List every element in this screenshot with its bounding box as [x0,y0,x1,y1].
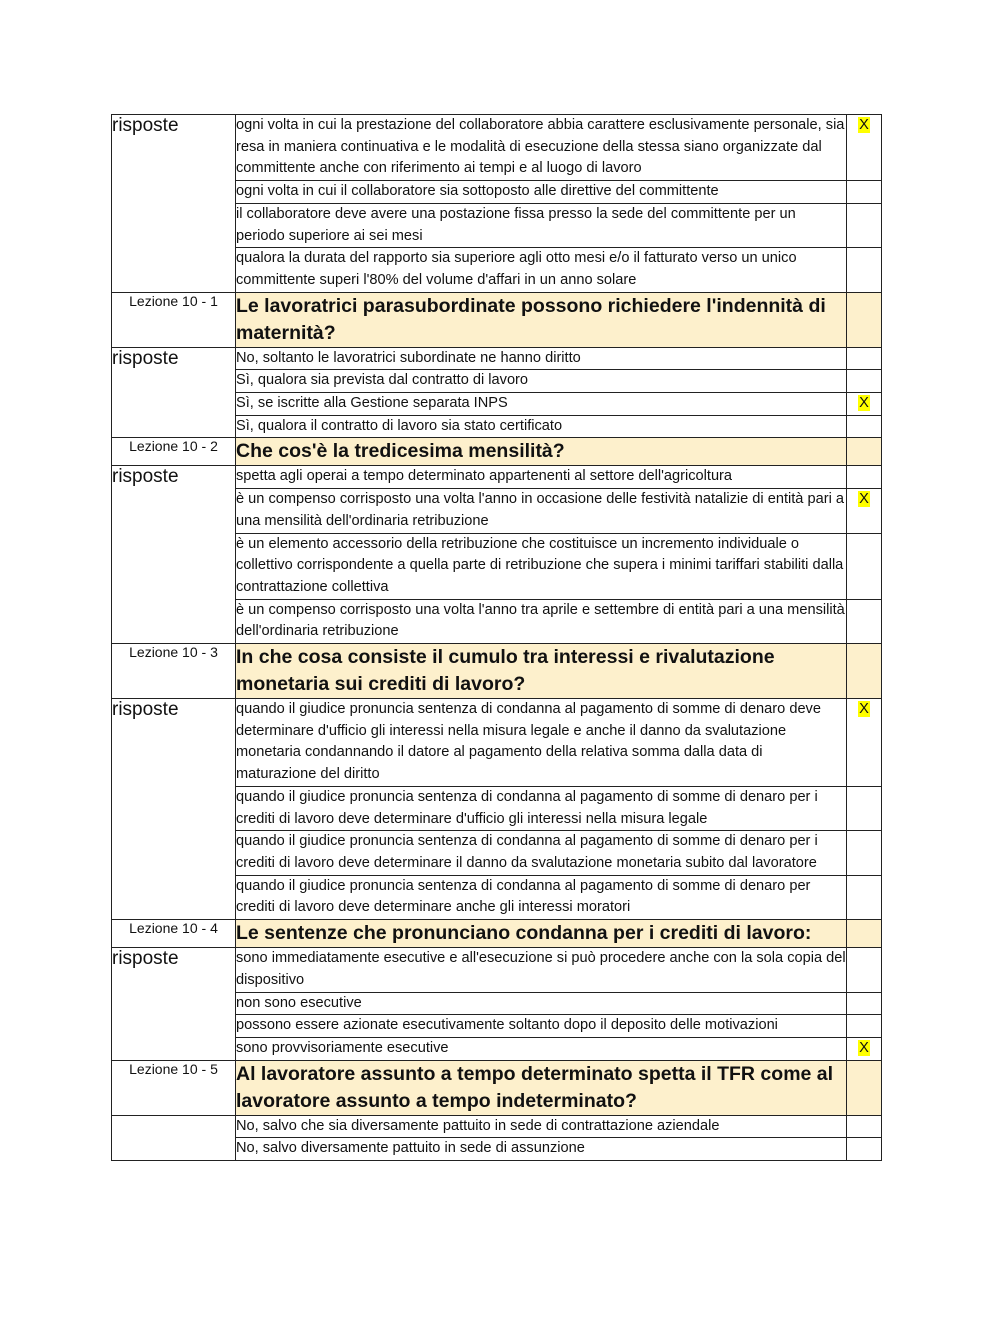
question-mark-cell [847,644,882,699]
question-text: Al lavoratore assunto a tempo determinato spetta il TFR come al lavoratore assunto a tempo indeterminato? [236,1060,847,1115]
correct-mark: X [859,491,869,508]
answer-option: non sono esecutive [236,992,847,1015]
answer-option: No, soltanto le lavoratrici subordinate ne hanno diritto [236,347,847,370]
answer-option: il collaboratore deve avere una postazione fissa presso la sede del committente per un periodo superiore ai sei mesi [236,203,847,247]
question-mark-cell [847,920,882,948]
answer-mark-cell [847,1138,882,1161]
lesson-number: Lezione 10 - 5 [112,1060,236,1115]
answer-mark-cell [847,992,882,1015]
answer-option: Sì, qualora sia prevista dal contratto di lavoro [236,370,847,393]
lesson-number: Lezione 10 - 4 [112,920,236,948]
answer-row [112,115,882,181]
answer-mark-cell [847,533,882,599]
correct-mark: X [859,117,869,133]
question-row [112,292,882,347]
answer-option: quando il giudice pronuncia sentenza di condanna al pagamento di somme di denaro per i crediti di lavoro deve determinare il danno da svalutazione monetaria subito dal lavoratore [236,831,847,875]
answer-row [112,699,882,787]
answer-row [112,466,882,489]
answer-mark-cell [847,203,882,247]
correct-mark: X [859,395,869,412]
correct-mark: X [859,701,869,718]
answers-label: risposte [112,948,236,1061]
quiz-table [111,114,882,1161]
answer-mark-cell [847,115,882,181]
question-text: Le sentenze che pronunciano condanna per i crediti di lavoro: [236,920,847,948]
lesson-number: Lezione 10 - 3 [112,644,236,699]
answer-option: spetta agli operai a tempo determinato appartenenti al settore dell'agricoltura [236,466,847,489]
answer-row [112,1115,882,1138]
question-row [112,438,882,466]
question-text: Che cos'è la tredicesima mensilità? [236,438,847,466]
answer-option: Sì, se iscritte alla Gestione separata INPS [236,393,847,416]
answer-option: è un compenso corrisposto una volta l'anno in occasione delle festività natalizie di entità pari a una mensilità dell'ordinaria retribuzione [236,489,847,533]
answers-label: risposte [112,347,236,438]
answer-row [112,948,882,992]
answer-mark-cell [847,831,882,875]
answer-mark-cell [847,875,882,919]
answer-option: possono essere azionate esecutivamente soltanto dopo il deposito delle motivazioni [236,1015,847,1038]
answer-option: No, salvo diversamente pattuito in sede di assunzione [236,1138,847,1161]
lesson-number: Lezione 10 - 2 [112,438,236,466]
answer-option: quando il giudice pronuncia sentenza di condanna al pagamento di somme di denaro deve determinare d'ufficio gli interessi nella misura legale e anche il danno da svalutazione monetaria condannando il datore al pagamento della relativa somma dalla data di maturazione del diritto [236,699,847,787]
answer-option: sono immediatamente esecutive e all'esecuzione si può procedere anche con la sola copia del dispositivo [236,948,847,992]
answer-mark-cell [847,1015,882,1038]
answer-option: Sì, qualora il contratto di lavoro sia stato certificato [236,415,847,438]
answer-option: No, salvo che sia diversamente pattuito in sede di contrattazione aziendale [236,1115,847,1138]
answer-mark-cell [847,466,882,489]
answer-option: è un compenso corrisposto una volta l'anno tra aprile e settembre di entità pari a una mensilità dell'ordinaria retribuzione [236,599,847,643]
question-mark-cell [847,292,882,347]
answer-mark-cell [847,347,882,370]
answer-option: qualora la durata del rapporto sia superiore agli otto mesi e/o il fatturato verso un unico committente superi l'80% del volume d'affari in un anno solare [236,248,847,292]
answer-mark-cell [847,1037,882,1060]
answers-label: risposte [112,115,236,293]
answer-mark-cell [847,393,882,416]
answer-option: quando il giudice pronuncia sentenza di condanna al pagamento di somme di denaro per i crediti di lavoro deve determinare d'ufficio gli interessi nella misura legale [236,786,847,830]
answer-option: è un elemento accessorio della retribuzione che costituisce un incremento individuale o collettivo corrispondente a quella parte di retribuzione che supera i minimi tariffari stabiliti dalla contrattazione collettiva [236,533,847,599]
answers-label: risposte [112,466,236,644]
question-mark-cell [847,1060,882,1115]
question-text: In che cosa consiste il cumulo tra interessi e rivalutazione monetaria sui crediti di lavoro? [236,644,847,699]
answers-label: risposte [112,699,236,920]
answer-mark-cell [847,786,882,830]
answer-row [112,347,882,370]
question-row [112,644,882,699]
answer-option: sono provvisoriamente esecutive [236,1037,847,1060]
question-text: Le lavoratrici parasubordinate possono richiedere l'indennità di maternità? [236,292,847,347]
question-mark-cell [847,438,882,466]
answer-option: ogni volta in cui il collaboratore sia sottoposto alle direttive del committente [236,181,847,204]
answer-mark-cell [847,415,882,438]
question-row [112,1060,882,1115]
answer-mark-cell [847,948,882,992]
answer-mark-cell [847,370,882,393]
answers-label [112,1115,236,1160]
answer-mark-cell [847,699,882,787]
answer-mark-cell [847,489,882,533]
correct-mark: X [859,1039,869,1056]
answer-mark-cell [847,248,882,292]
answer-option: ogni volta in cui la prestazione del collaboratore abbia carattere esclusivamente personale, sia resa in maniera continuativa e le modalità di esecuzione della stessa siano organizzate dal committente anche con riferimento ai tempi e al luogo di lavoro [236,115,847,181]
lesson-number: Lezione 10 - 1 [112,292,236,347]
question-row [112,920,882,948]
answer-mark-cell [847,599,882,643]
answer-option: quando il giudice pronuncia sentenza di condanna al pagamento di somme di denaro per crediti di lavoro deve determinare anche gli interessi moratori [236,875,847,919]
answer-mark-cell [847,1115,882,1138]
answer-mark-cell [847,181,882,204]
